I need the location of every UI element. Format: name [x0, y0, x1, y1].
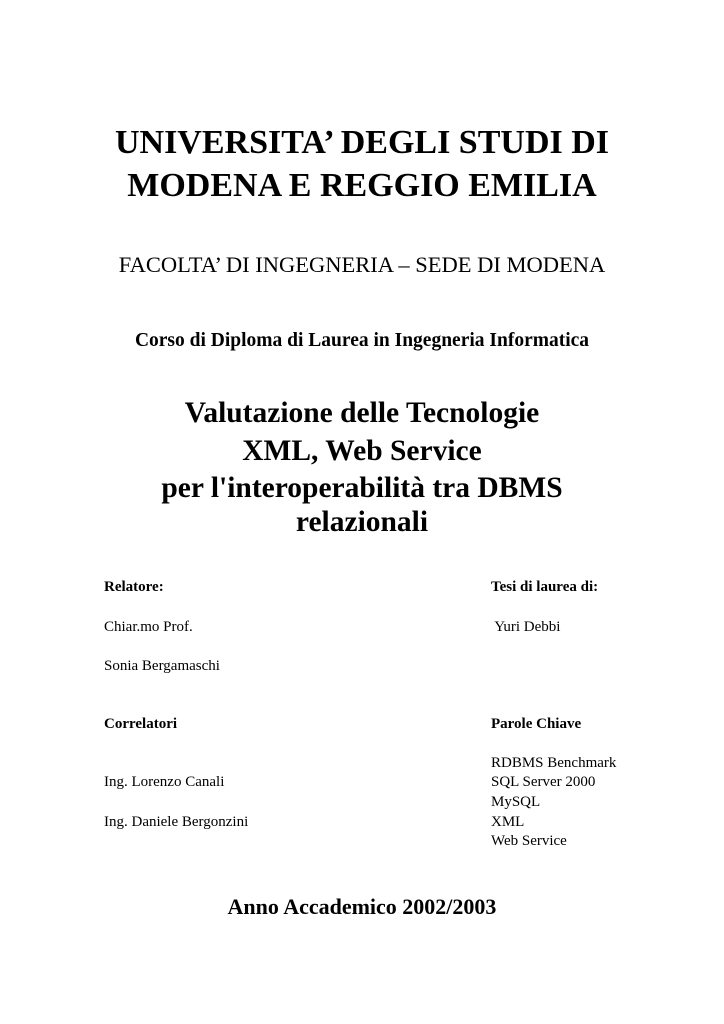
author-heading: Tesi di laurea di: — [491, 579, 599, 595]
keyword-item: MySQL — [491, 794, 541, 810]
keyword-item: RDBMS Benchmark — [491, 755, 617, 771]
thesis-title-line-2: XML, Web Service — [242, 435, 482, 467]
supervisor-heading: Relatore: — [104, 579, 164, 595]
keyword-item: Web Service — [491, 833, 567, 849]
course-name: Corso di Diploma di Laurea in Ingegneria Informatica — [134, 330, 590, 351]
supervisor-name: Sonia Bergamaschi — [104, 658, 220, 674]
co-supervisor-name: Ing. Daniele Bergonzini — [104, 814, 249, 830]
co-supervisor-name: Ing. Lorenzo Canali — [104, 774, 225, 790]
thesis-title-line-4: relazionali — [295, 506, 429, 538]
university-name-line-2: MODENA E REGGIO EMILIA — [127, 167, 597, 204]
keywords-heading: Parole Chiave — [491, 716, 582, 732]
co-supervisors-heading: Correlatori — [104, 716, 178, 732]
thesis-title-line-3: per l'interoperabilità tra DBMS — [161, 472, 563, 504]
supervisor-title: Chiar.mo Prof. — [104, 619, 193, 635]
author-name: Yuri Debbi — [491, 619, 561, 635]
keyword-item: XML — [491, 814, 525, 830]
faculty-name: FACOLTA’ DI INGEGNERIA – SEDE DI MODENA — [118, 252, 606, 277]
keyword-item: SQL Server 2000 — [491, 774, 596, 790]
university-name-line-1: UNIVERSITA’ DEGLI STUDI DI — [114, 124, 610, 161]
academic-year: Anno Accademico 2002/2003 — [227, 894, 497, 919]
thesis-title-line-1: Valutazione delle Tecnologie — [184, 397, 540, 429]
